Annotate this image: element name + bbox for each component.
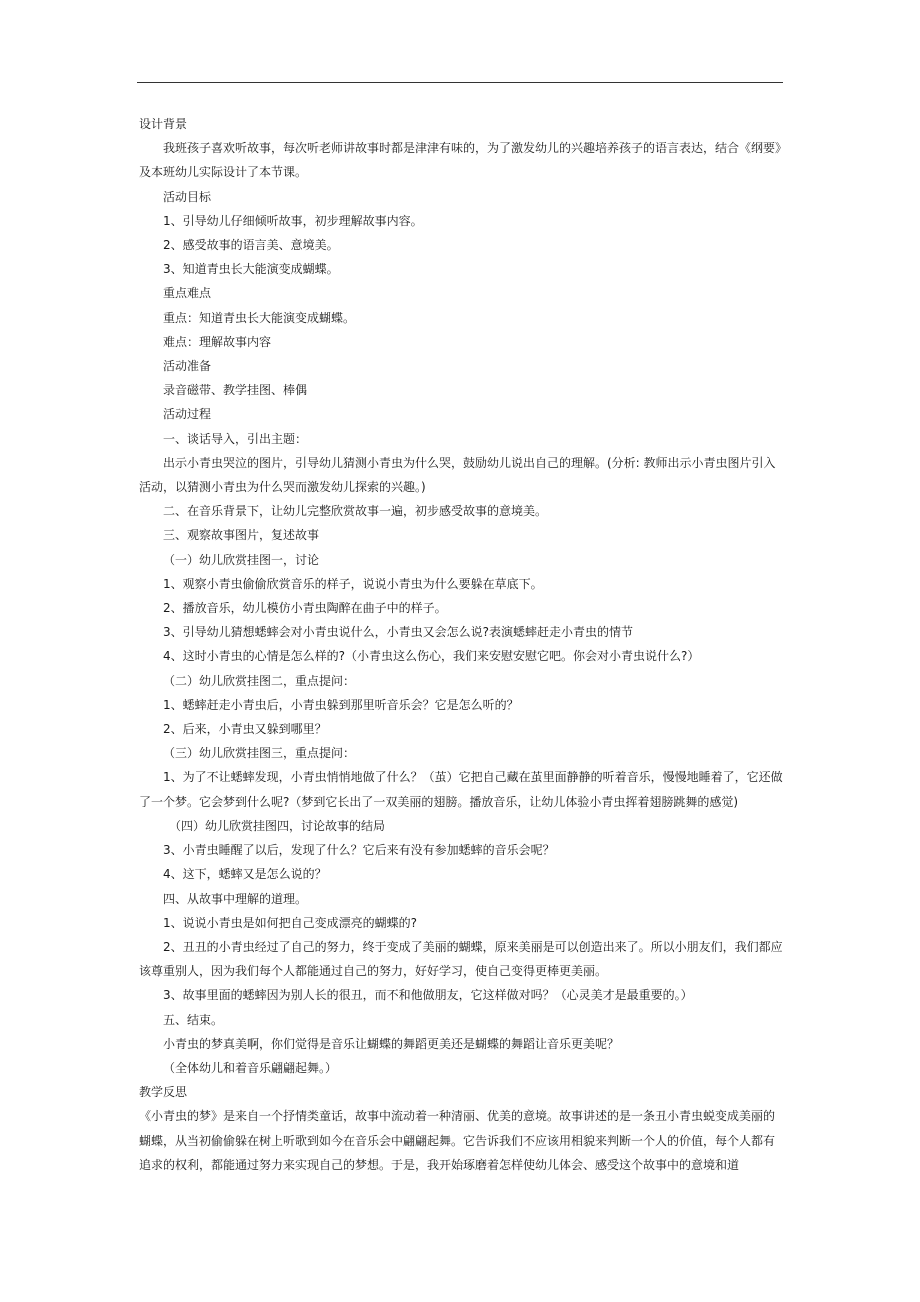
paragraph-line: 四、从故事中理解的道理。 [163, 891, 308, 906]
paragraph-line: （一）幼儿欣赏挂图一，讨论 [163, 552, 320, 567]
paragraph-line: 活动准备 [163, 359, 212, 374]
paragraph-line: 三、观察故事图片，复述故事 [163, 528, 320, 543]
paragraph-line: 3、引导幼儿猜想蟋蟀会对小青虫说什么，小青虫又会怎么说?表演蟋蟀赶走小青虫的情节 [163, 625, 634, 640]
paragraph-line: （四）幼儿欣赏挂图四，讨论故事的结局 [169, 818, 386, 833]
paragraph-line: 重点：知道青虫长大能演变成蝴蝶。 [163, 310, 356, 325]
paragraph-line: 《小青虫的梦》是来自一个抒情类童话，故事中流动着一种清丽、优美的意境。故事讲述的是一条丑小青虫蜕变成美丽的蝴蝶，从当初偷偷躲在树上听歌到如今在音乐会中翩翩起舞。它告诉我们不应该用相貌来判断一个人的价值，每个人都有追求的权利，都能通过努力来实现自己的梦想。于是，我开始琢磨着怎样使幼儿体会、感受这个故事中的意境和道 [139, 1109, 776, 1172]
paragraph-line: 3、小青虫睡醒了以后，发现了什么？它后来有没有参加蟋蟀的音乐会呢？ [163, 843, 555, 858]
paragraph-line: 1、蟋蟀赶走小青虫后，小青虫躲到那里听音乐会？它是怎么听的？ [163, 697, 519, 712]
paragraph-line: 2、后来，小青虫又躲到哪里？ [163, 722, 327, 737]
paragraph-line: 2、播放音乐，幼儿模仿小青虫陶醉在曲子中的样子。 [163, 601, 447, 616]
paragraph-line: 1、观察小青虫偷偷欣赏音乐的样子，说说小青虫为什么要躲在草底下。 [163, 576, 543, 591]
paragraph-line: 录音磁带、教学挂图、棒偶 [163, 383, 308, 398]
paragraph-line: 2、丑丑的小青虫经过了自己的努力，终于变成了美丽的蝴蝶，原来美丽是可以创造出来了。所以小朋友们，我们都应该尊重别人，因为我们每个人都能通过自己的努力，好好学习，使自己变得更棒更美丽。 [139, 939, 783, 979]
paragraph-line: （全体幼儿和着音乐翩翩起舞。） [163, 1060, 338, 1075]
paragraph-line: 五、结束。 [163, 1012, 224, 1027]
paragraph-line: （三）幼儿欣赏挂图三，重点提问： [163, 746, 356, 761]
paragraph-line: 我班孩子喜欢听故事，每次听老师讲故事时都是津津有味的，为了激发幼儿的兴趣培养孩子的语言表达，结合《纲要》及本班幼儿实际设计了本节课。 [139, 141, 782, 180]
paragraph-line: 1、引导幼儿仔细倾听故事，初步理解故事内容。 [163, 213, 423, 228]
paragraph-line: 设计背景 [139, 117, 188, 131]
paragraph-line: 2、感受故事的语言美、意境美。 [163, 238, 339, 253]
paragraph-line: 1、说说小青虫是如何把自己变成漂亮的蝴蝶的? [163, 915, 418, 930]
paragraph-line: 4、这时小青虫的心情是怎么样的?（小青虫这么伤心，我们来安慰安慰它吧。你会对小青虫说什么?） [163, 649, 700, 664]
paragraph-line: 1、为了不让蟋蟀发现，小青虫悄悄地做了什么？（茧）它把自己藏在茧里面静静的听着音乐，慢慢地睡着了，它还做了一个梦。它会梦到什么呢?（梦到它长出了一双美丽的翅膀。播放音乐，让幼儿体验小青虫挥着翅膀跳舞的感觉) [139, 770, 783, 809]
paragraph-line: （二）幼儿欣赏挂图二，重点提问： [163, 673, 356, 688]
paragraph-line: 活动目标 [163, 189, 212, 204]
paragraph-line: 出示小青虫哭泣的图片，引导幼儿猜测小青虫为什么哭，鼓励幼儿说出自己的理解。(分析: 教师出示小青虫图片引入活动，以猜测小青虫为什么哭而激发幼儿探索的兴趣。) [139, 455, 776, 495]
paragraph-line: 教学反思 [139, 1085, 188, 1100]
paragraph-line: 二、在音乐背景下，让幼儿完整欣赏故事一遍，初步感受故事的意境美。 [163, 504, 548, 519]
paragraph-line: 小青虫的梦真美啊，你们觉得是音乐让蝴蝶的舞蹈更美还是蝴蝶的舞蹈让音乐更美呢？ [163, 1036, 620, 1051]
document-body [139, 112, 783, 1177]
paragraph-line: 3、故事里面的蟋蟀因为别人长的很丑，而不和他做朋友，它这样做对吗？（心灵美才是最重要的。） [163, 988, 693, 1003]
paragraph-line: 活动过程 [163, 407, 212, 422]
paragraph-line: 一、谈话导入，引出主题： [163, 431, 308, 446]
paragraph-line: 重点难点 [163, 286, 212, 301]
paragraph-line: 难点：理解故事内容 [163, 334, 272, 349]
header-rule [137, 82, 783, 83]
paragraph-line: 3、知道青虫长大能演变成蝴蝶。 [163, 262, 339, 277]
paragraph-line: 4、这下，蟋蟀又是怎么说的？ [163, 867, 327, 882]
